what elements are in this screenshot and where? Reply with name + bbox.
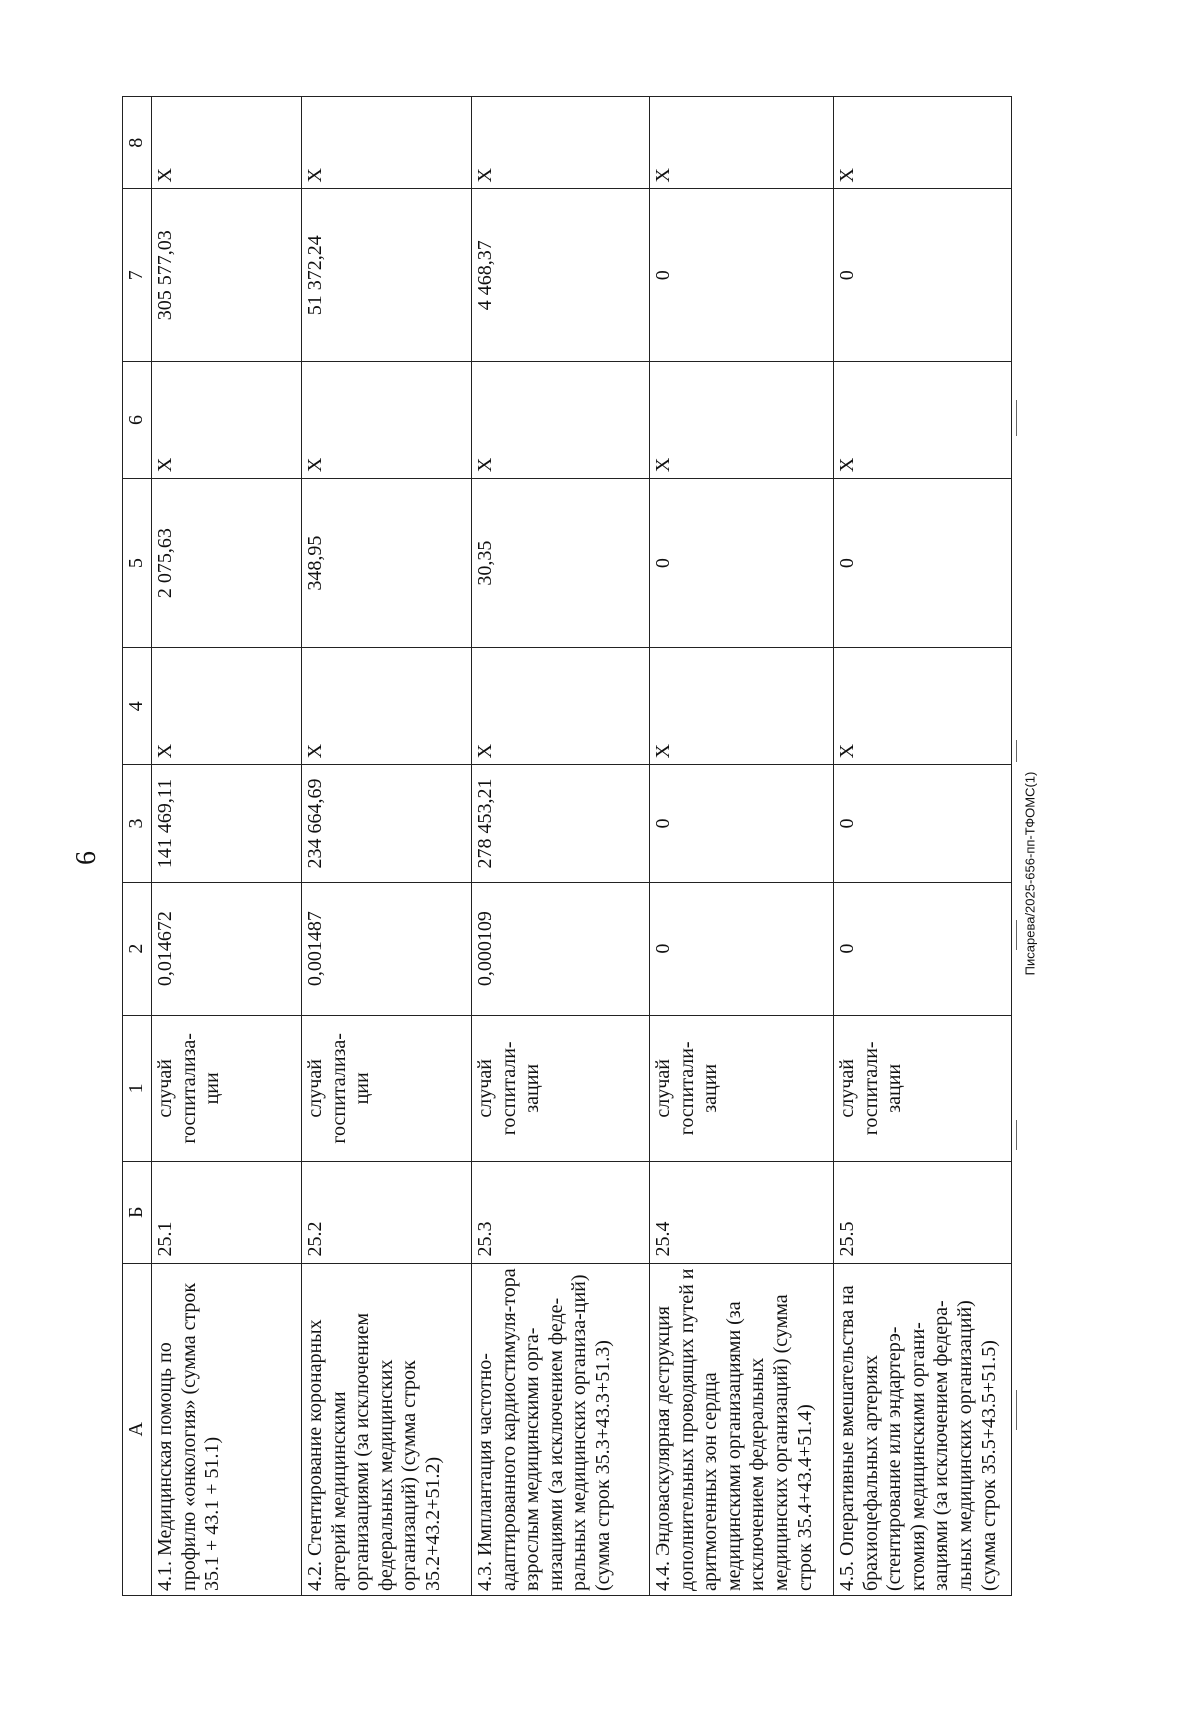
header-cell-b: Б xyxy=(123,1162,152,1263)
row-col2: 0 xyxy=(650,882,834,1015)
row-col8: Х xyxy=(834,97,1012,190)
row-unit: случай госпитали-зации xyxy=(472,1015,650,1162)
row-unit: случай госпитализа-ции xyxy=(302,1015,472,1162)
row-col3: 278 453,21 xyxy=(472,765,650,882)
row-description: 4.1. Медицинская помощь по профилю «онкология» (сумма строк 35.1 + 43.1 + 51.1) xyxy=(152,1263,302,1595)
scan-artifact-marks xyxy=(1016,360,1017,1440)
row-unit: случай госпитали-зации xyxy=(650,1015,834,1162)
row-col4: Х xyxy=(302,648,472,765)
row-col6: Х xyxy=(302,361,472,478)
scan-mark xyxy=(1016,1120,1017,1150)
row-code: 25.3 xyxy=(472,1162,650,1263)
row-col2: 0,001487 xyxy=(302,882,472,1015)
row-description: 4.2. Стентирование коронарных артерий медицинскими организациями (за исключением федеральных медицинских организаций) (сумма строк 35.2+43.2+51.2) xyxy=(302,1263,472,1595)
row-description: 4.4. Эндоваскулярная деструкция дополнительных проводящих путей и аритмогенных зон сердца медицинскими организациями (за исключением федеральных медицинских организаций) (сумма строк 35.4+43.4+51.4) xyxy=(650,1263,834,1595)
row-col8: Х xyxy=(302,97,472,190)
scan-mark xyxy=(1016,400,1017,436)
table-row xyxy=(152,97,302,1596)
scan-mark xyxy=(1016,920,1017,950)
row-col3: 0 xyxy=(834,765,1012,882)
row-col7: 4 468,37 xyxy=(472,189,650,361)
row-col5: 348,95 xyxy=(302,479,472,648)
header-cell-8: 8 xyxy=(123,97,152,190)
row-code: 25.5 xyxy=(834,1162,1012,1263)
page-number: 6 xyxy=(71,851,102,865)
table-row xyxy=(472,97,650,1596)
row-col5: 0 xyxy=(650,479,834,648)
row-col4: Х xyxy=(152,648,302,765)
scan-mark xyxy=(1016,740,1017,762)
header-row xyxy=(123,97,152,1596)
table-row xyxy=(650,97,834,1596)
header-cell-7: 7 xyxy=(123,189,152,361)
row-col8: Х xyxy=(152,97,302,190)
row-unit: случай госпитали-зации xyxy=(834,1015,1012,1162)
row-col3: 0 xyxy=(650,765,834,882)
header-cell-3: 3 xyxy=(123,765,152,882)
row-code: 25.1 xyxy=(152,1162,302,1263)
row-col8: Х xyxy=(472,97,650,190)
row-col3: 234 664,69 xyxy=(302,765,472,882)
row-col2: 0,000109 xyxy=(472,882,650,1015)
row-col6: Х xyxy=(152,361,302,478)
header-cell-2: 2 xyxy=(123,882,152,1015)
row-col6: Х xyxy=(650,361,834,478)
row-col4: Х xyxy=(472,648,650,765)
row-col5: 2 075,63 xyxy=(152,479,302,648)
row-col4: Х xyxy=(834,648,1012,765)
header-cell-4: 4 xyxy=(123,648,152,765)
row-col7: 305 577,03 xyxy=(152,189,302,361)
document-footer-id: Писарева/2025-656-пп-ТФОМС(1) xyxy=(1022,771,1038,976)
row-col2: 0 xyxy=(834,882,1012,1015)
row-code: 25.4 xyxy=(650,1162,834,1263)
row-col5: 30,35 xyxy=(472,479,650,648)
header-cell-1: 1 xyxy=(123,1015,152,1162)
header-cell-5: 5 xyxy=(123,479,152,648)
table-row xyxy=(834,97,1012,1596)
row-col6: Х xyxy=(472,361,650,478)
row-description: 4.5. Оперативные вмешательства на брахиоцефальных артериях (стентирование или эндартерэ-ктомия) медицинскими органи-зациями (за исключением федера-льных медицинских организаций) (сумма строк 35.5+43.5+51.5) xyxy=(834,1263,1012,1595)
scan-mark xyxy=(1016,1390,1017,1430)
row-col2: 0,014672 xyxy=(152,882,302,1015)
table-row xyxy=(302,97,472,1596)
row-code: 25.2 xyxy=(302,1162,472,1263)
row-description: 4.3. Имплантация частотно-адаптированного кардиостимуля-тора взрослым медицинскими орга-низациями (за исключением феде-ральных медицинских организа-ций) (сумма строк 35.3+43.3+51.3) xyxy=(472,1263,650,1595)
rotated-table-container xyxy=(122,96,1012,1596)
header-cell-6: 6 xyxy=(123,361,152,478)
data-table xyxy=(122,96,1012,1596)
row-col7: 0 xyxy=(650,189,834,361)
row-col4: Х xyxy=(650,648,834,765)
row-col8: Х xyxy=(650,97,834,190)
row-col5: 0 xyxy=(834,479,1012,648)
row-col7: 0 xyxy=(834,189,1012,361)
row-col7: 51 372,24 xyxy=(302,189,472,361)
row-col3: 141 469,11 xyxy=(152,765,302,882)
row-unit: случай госпитализа-ции xyxy=(152,1015,302,1162)
header-cell-a: А xyxy=(123,1263,152,1595)
row-col6: Х xyxy=(834,361,1012,478)
